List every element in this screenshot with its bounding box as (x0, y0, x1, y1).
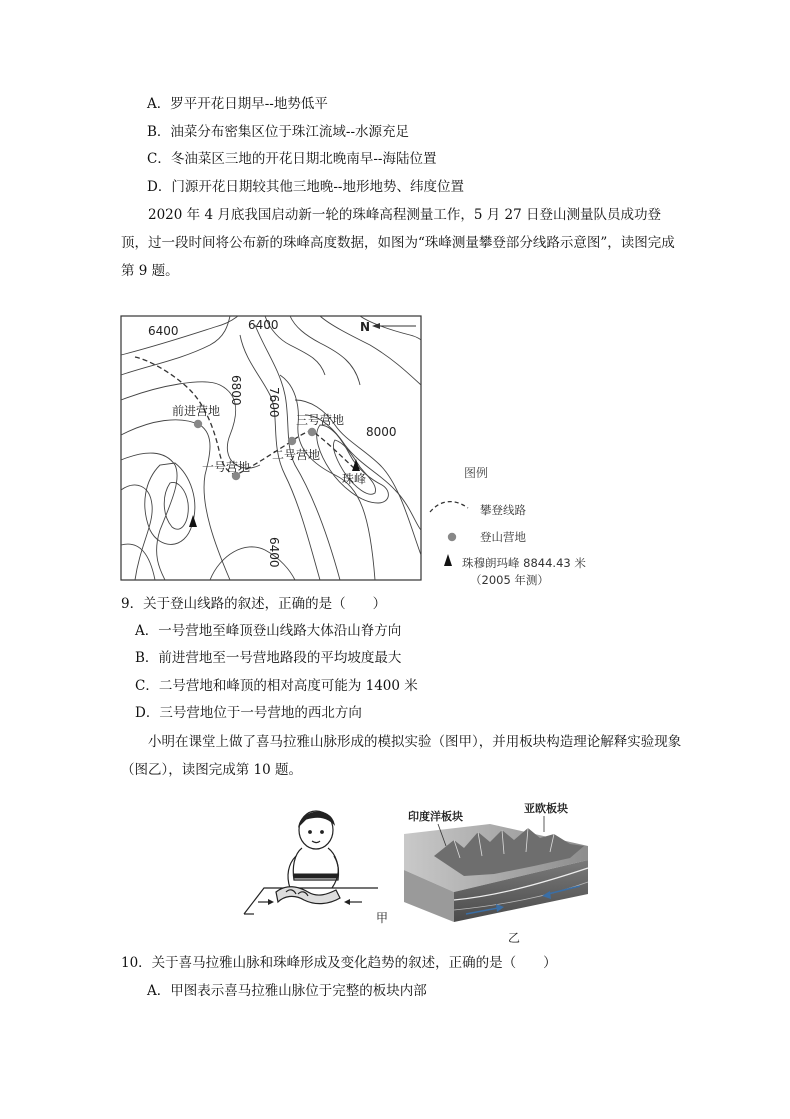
legend-summit-label: 珠穆朗玛峰 8844.43 米 (462, 556, 586, 570)
contour-label: 6800 (229, 375, 243, 406)
camp3-marker (308, 428, 316, 436)
intro-q9: 2020 年 4 月底我国启动新一轮的珠峰高程测量工作，5 月 27 日登山测量队员成功登顶，过一段时间将公布新的珠峰高度数据，如图为“珠峰测量攀登部分线路示意图”，读图完成第 9 题。 (121, 207, 675, 279)
contour-label: 7600 (267, 387, 281, 418)
eurasian-plate-label: 亚欧板块 (524, 802, 568, 815)
forward-camp-label: 前进营地 (172, 404, 221, 418)
legend-summit-symbol (444, 554, 452, 566)
prev-option-c: C．冬油菜区三地的开花日期北晚南早--海陆位置 (147, 151, 437, 167)
prev-option-d: D．门源开花日期较其他三地晚--地形地势、纬度位置 (147, 179, 464, 195)
intro-q10: 小明在课堂上做了喜马拉雅山脉形成的模拟实验（图甲），并用板块构造理论解释实验现象（图乙），读图完成第 10 题。 (121, 734, 682, 778)
q9-option-a: A．一号营地至峰顶登山线路大体沿山脊方向 (135, 623, 402, 639)
q9-option-d: D．三号营地位于一号营地的西北方向 (135, 705, 362, 721)
legend-camp-symbol (448, 533, 456, 541)
camp1-label: 一号营地 (202, 460, 251, 474)
figure-jia-experiment (236, 806, 389, 926)
indian-plate-label: 印度洋板块 (408, 810, 463, 823)
figure-jia-caption: 甲 (376, 911, 389, 925)
legend-title: 图例 (464, 466, 489, 480)
q9-option-b: B．前进营地至一号营地路段的平均坡度最大 (135, 650, 402, 666)
q10-stem: 10．关于喜马拉雅山脉和珠峰形成及变化趋势的叙述，正确的是（ ） (121, 955, 557, 971)
legend-route-label: 攀登线路 (480, 503, 526, 517)
peak-label: 珠峰 (342, 472, 367, 486)
q10-option-a: A．甲图表示喜马拉雅山脉位于完整的板块内部 (147, 983, 427, 999)
contour-label: 6400 (248, 318, 279, 332)
north-label: N (360, 320, 371, 334)
contour-label: 6400 (267, 537, 281, 568)
camp2-label: 二号营地 (272, 448, 321, 462)
forward-camp-marker (194, 420, 202, 428)
contour-label: 6400 (148, 324, 179, 338)
prev-option-a: A．罗平开花日期早--地势低平 (147, 96, 328, 112)
prev-option-b: B．油菜分布密集区位于珠江流域--水源充足 (147, 124, 410, 140)
camp3-label: 三号营地 (296, 413, 345, 427)
everest-route-map (120, 315, 422, 581)
camp2-marker (288, 437, 296, 445)
figure-yi-plates (394, 796, 594, 944)
legend-summit-note: （2005 年测） (470, 573, 549, 587)
legend-camp-label: 登山营地 (480, 530, 526, 544)
legend-route-symbol (430, 502, 468, 512)
figure-yi-caption: 乙 (508, 931, 521, 945)
q9-option-c: C．二号营地和峰顶的相对高度可能为 1400 米 (135, 678, 418, 694)
q9-stem: 9．关于登山线路的叙述，正确的是（ ） (121, 596, 387, 612)
contour-label: 8000 (366, 425, 397, 439)
